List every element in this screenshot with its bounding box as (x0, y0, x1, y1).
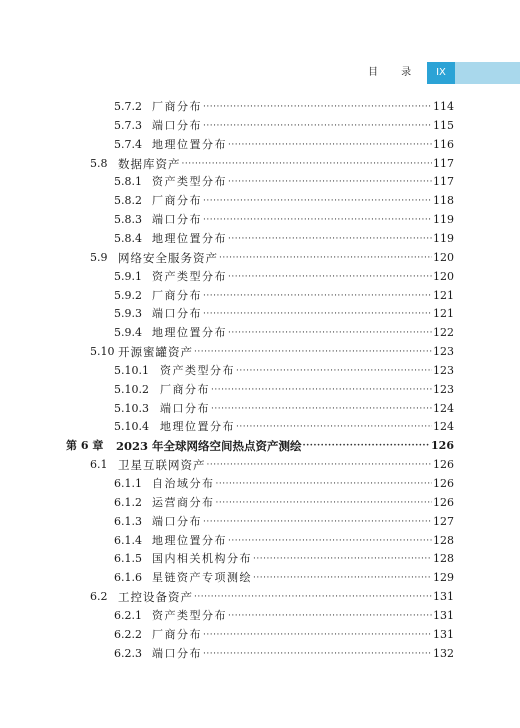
toc-entry-label: 端口分布 (152, 307, 202, 321)
toc-entry-label: 运营商分布 (152, 495, 215, 509)
toc-entry-label: 端口分布 (152, 514, 202, 528)
toc-entry-label: 资产类型分布 (152, 608, 227, 622)
toc-entry-number: 6.2.1 (114, 608, 142, 622)
toc-entry-label: 地理位置分布 (152, 137, 227, 151)
toc-entry-label: 端口分布 (160, 401, 210, 415)
toc-entry-page: 129 (433, 571, 454, 585)
toc-entry-number: 5.10 (90, 345, 115, 359)
toc-entry-label: 星链资产专项测绘 (152, 571, 252, 585)
toc-entry-page: 127 (433, 514, 454, 528)
toc-entry-label: 国内相关机构分布 (152, 552, 252, 566)
toc-entry-number: 5.10.4 (114, 420, 149, 434)
toc-entry-page: 119 (433, 231, 454, 245)
toc-entry[interactable] (114, 509, 454, 529)
toc-entry-number: 5.9.4 (114, 326, 142, 340)
page-number-badge: IX (427, 62, 455, 84)
toc-entry-number: 6.2 (90, 590, 108, 604)
toc-entry-label: 开源蜜罐资产 (118, 345, 193, 360)
toc-entry[interactable] (114, 320, 454, 340)
toc-entry-page: 116 (433, 137, 454, 151)
toc-entry-number: 5.7.3 (114, 118, 142, 132)
toc-entry[interactable] (114, 528, 454, 548)
running-header (0, 62, 520, 84)
toc-entry-number: 5.7.4 (114, 137, 142, 151)
toc-entry-page: 119 (433, 213, 454, 227)
toc-entry[interactable] (90, 452, 454, 472)
toc-entry-number: 5.10.1 (114, 363, 149, 377)
toc-entry-label: 地理位置分布 (152, 533, 227, 547)
toc-entry-page: 117 (433, 175, 454, 189)
toc-entry-label: 自治域分布 (152, 477, 215, 490)
toc-entry-page: 128 (433, 552, 454, 566)
toc-entry-page: 128 (433, 533, 454, 547)
toc-entry-page: 126 (431, 439, 454, 453)
toc-leader-dots (203, 647, 432, 661)
toc-entry[interactable] (114, 414, 454, 434)
toc-entry-number: 5.9 (90, 250, 108, 264)
toc-entry[interactable] (90, 584, 454, 604)
toc-entry-label: 端口分布 (152, 213, 202, 227)
toc-entry-label: 厂商分布 (152, 100, 202, 113)
toc-entry-number: 6.1.6 (114, 571, 142, 585)
toc-entry-page: 117 (433, 156, 454, 170)
toc-entry-page: 120 (433, 250, 454, 264)
toc-entry-label: 卫星互联网资产 (118, 458, 206, 473)
toc-entry-page: 123 (433, 382, 454, 396)
toc-entry-number: 5.10.3 (114, 401, 149, 415)
toc-entry[interactable] (90, 339, 454, 359)
toc-entry[interactable] (114, 226, 454, 246)
toc-entry-label: 地理位置分布 (152, 326, 227, 340)
toc-entry-number: 6.1.2 (114, 495, 142, 509)
toc-entry-page: 121 (433, 288, 454, 302)
toc-entry-label: 端口分布 (152, 118, 202, 132)
toc-entry[interactable] (114, 603, 454, 623)
header-color-band (455, 62, 520, 84)
toc-entry-label: 数据库资产 (118, 156, 181, 171)
toc-entry-page: 126 (433, 477, 454, 490)
toc-entry-number: 5.8.1 (114, 175, 142, 189)
toc-entry-page: 123 (433, 345, 454, 359)
toc-entry-number: 6.1.4 (114, 533, 142, 547)
toc-entry-label: 地理位置分布 (160, 420, 235, 434)
toc-entry[interactable] (90, 151, 454, 171)
toc-entry-number: 5.7.2 (114, 100, 142, 113)
toc-entry[interactable] (114, 301, 454, 321)
toc-entry[interactable] (90, 245, 454, 265)
toc-entry[interactable] (66, 433, 454, 453)
toc-entry[interactable] (114, 207, 454, 227)
toc-entry-page: 123 (433, 363, 454, 377)
toc-entry-number: 5.8.2 (114, 194, 142, 208)
toc-entry-label: 端口分布 (152, 646, 202, 660)
toc-entry[interactable] (114, 471, 454, 491)
header-title: 目 录 (368, 67, 422, 78)
toc-entry-number: 6.1 (90, 458, 108, 472)
toc-entry-page: 122 (433, 326, 454, 340)
toc-entry-page: 124 (433, 401, 454, 415)
toc-entry-label: 厂商分布 (152, 627, 202, 641)
toc-entry-number: 6.2.2 (114, 627, 142, 641)
toc-entry-label: 资产类型分布 (152, 175, 227, 189)
toc-entry-number: 5.9.1 (114, 269, 142, 283)
toc-entry[interactable] (114, 622, 454, 642)
toc-entry-number: 5.10.2 (114, 382, 149, 396)
toc-entry-number: 5.8 (90, 156, 108, 170)
toc-entry[interactable] (114, 283, 454, 303)
toc-entry-number: 6.1.3 (114, 514, 142, 528)
toc-entry-label: 地理位置分布 (152, 231, 227, 245)
toc-entry[interactable] (114, 169, 454, 189)
toc-entry-page: 126 (433, 495, 454, 509)
toc-entry-page: 115 (433, 118, 454, 132)
toc-entry[interactable] (114, 94, 454, 114)
toc-entry-label: 工控设备资产 (118, 590, 193, 605)
toc-entry-page: 131 (433, 608, 454, 622)
toc-entry[interactable] (114, 490, 454, 510)
toc-entry-number: 6.2.3 (114, 646, 142, 660)
toc-entry[interactable] (114, 641, 454, 661)
toc-entry-number: 第 6 章 (66, 439, 104, 453)
toc-entry-number: 5.8.4 (114, 231, 142, 245)
toc-entry-number: 5.9.2 (114, 288, 142, 302)
toc-entry-page: 124 (433, 420, 454, 434)
toc-entry[interactable] (114, 358, 454, 378)
toc-entry-page: 126 (433, 458, 454, 472)
toc-entry-number: 6.1.1 (114, 477, 142, 490)
toc-entry[interactable] (114, 113, 454, 133)
toc-entry-page: 131 (433, 627, 454, 641)
toc-entry-label: 2023 年全球网络空间热点资产测绘 (116, 439, 302, 454)
toc-entry-number: 5.8.3 (114, 213, 142, 227)
toc-entry-page: 118 (433, 194, 454, 208)
toc-entry-label: 厂商分布 (160, 382, 210, 396)
toc-entry-page: 114 (433, 100, 454, 113)
toc-entry[interactable] (114, 377, 454, 397)
toc-entry-label: 厂商分布 (152, 194, 202, 208)
toc-entry-label: 厂商分布 (152, 288, 202, 302)
toc-entry-page: 132 (433, 646, 454, 660)
toc-entry-number: 5.9.3 (114, 307, 142, 321)
toc-entry[interactable] (114, 396, 454, 416)
toc-entry[interactable] (114, 132, 454, 152)
toc-entry-page: 121 (433, 307, 454, 321)
toc-entry[interactable] (114, 188, 454, 208)
toc-entry-label: 资产类型分布 (152, 269, 227, 283)
toc-entry-number: 6.1.5 (114, 552, 142, 566)
toc-entry[interactable] (114, 565, 454, 585)
toc-entry-page: 131 (433, 590, 454, 604)
toc-entry[interactable] (114, 264, 454, 284)
toc-entry-label: 网络安全服务资产 (118, 250, 218, 265)
toc-entry[interactable] (114, 546, 454, 566)
toc-entry-label: 资产类型分布 (160, 363, 235, 377)
toc-entry-page: 120 (433, 269, 454, 283)
